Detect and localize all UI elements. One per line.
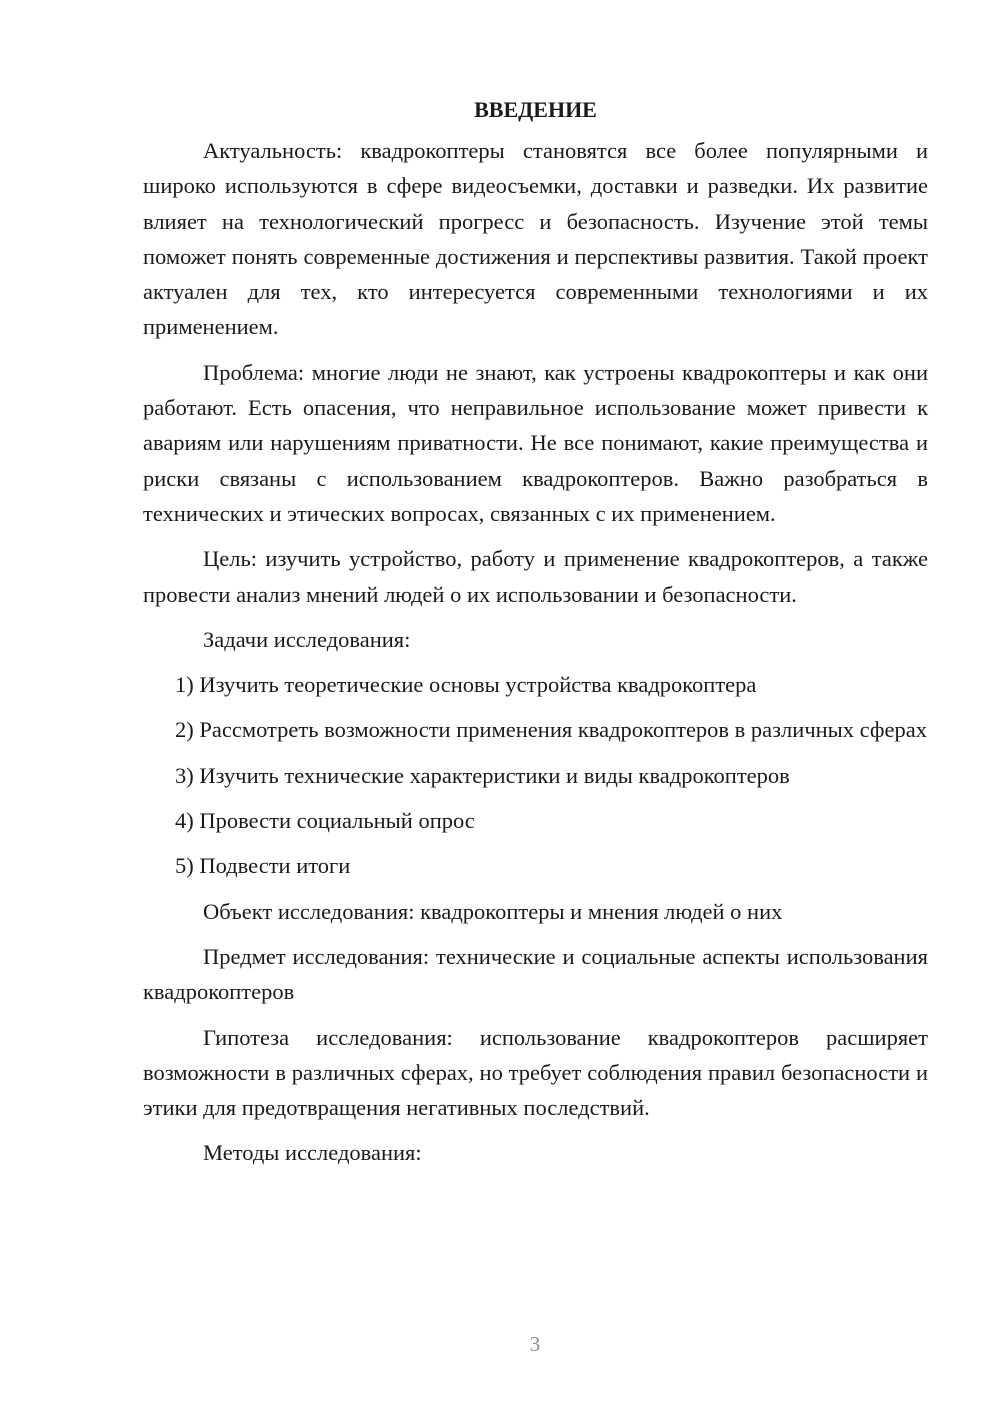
paragraph-relevance: Актуальность: квадрокоптеры становятся все более популярными и широко используются в сфере видеосъемки, доставки и разведки. Их развитие влияет на технологический прогресс и безопасность. Изучение этой темы поможет понять современные достижения и перспективы развития. Такой проект актуален для тех, кто интересуется современными технологиями и их применением. (143, 138, 928, 340)
paragraph-problem: Проблема: многие люди не знают, как устроены квадрокоптеры и как они работают. Есть опасения, что неправильное использование может привести к авариям или нарушениям приватности. Не все понимают, какие преимущества и риски связаны с использованием квадрокоптеров. Важно разобраться в технических и этических вопросах, связанных с их применением. (143, 359, 928, 526)
task-item-1: 1) Изучить теоретические основы устройства квадрокоптера (175, 672, 757, 698)
task-item-2: 2) Рассмотреть возможности применения квадрокоптеров в различных сферах (175, 717, 927, 743)
page-number: 3 (529, 1332, 541, 1356)
document-title: ВВЕДЕНИЕ (474, 97, 597, 122)
document-page (143, 92, 928, 1181)
paragraph-goal: Цель: изучить устройство, работу и применение квадрокоптеров, а также провести анализ мнений людей о их использовании и безопасности. (143, 546, 928, 607)
paragraph-object: Объект исследования: квадрокоптеры и мнения людей о них (203, 898, 783, 924)
paragraph-subject: Предмет исследования: технические и социальные аспекты использования квадрокоптеров (143, 943, 928, 1005)
task-item-5: 5) Подвести итоги (175, 853, 351, 879)
paragraph-tasks-heading: Задачи исследования: (203, 626, 411, 652)
paragraph-hypothesis: Гипотеза исследования: использование квадрокоптеров расширяет возможности в различных сферах, но требует соблюдения правил безопасности и этики для предотвращения негативных последствий. (143, 1024, 928, 1121)
task-item-3: 3) Изучить технические характеристики и виды квадрокоптеров (175, 762, 790, 788)
paragraph-methods: Методы исследования: (203, 1140, 422, 1166)
task-item-4: 4) Провести социальный опрос (175, 808, 475, 834)
